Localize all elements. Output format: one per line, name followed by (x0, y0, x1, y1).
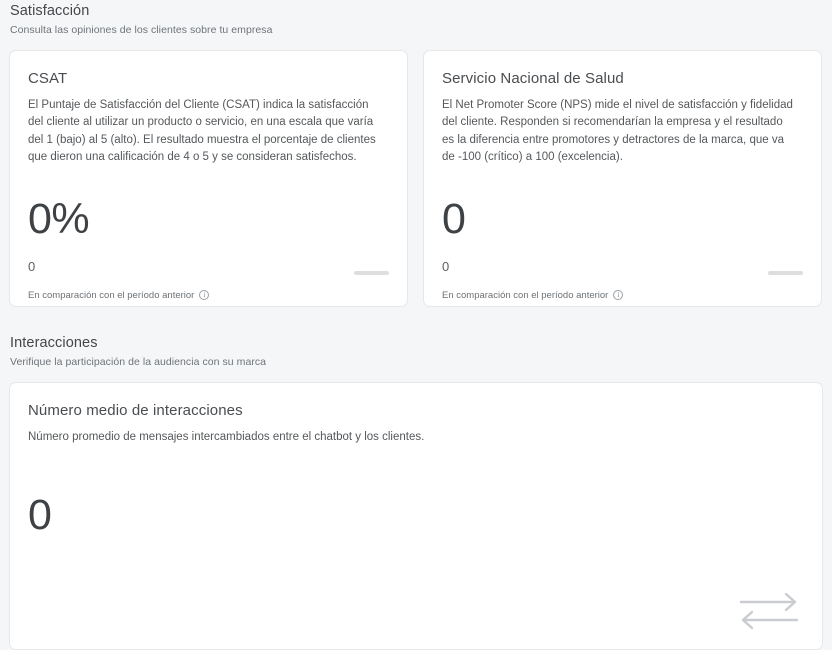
card-nps-metric-wrap (442, 194, 803, 274)
card-nps-compare-row (442, 290, 803, 301)
card-nps (423, 50, 822, 307)
card-nps-sub-metric: 0 (442, 258, 450, 274)
card-csat-metric-wrap (28, 194, 389, 274)
section-interacciones-header (9, 332, 823, 368)
trend-placeholder-icon (768, 271, 803, 275)
info-icon[interactable]: i (199, 290, 209, 300)
section-title-interacciones: Interacciones (10, 335, 98, 351)
section-subtitle-satisfaccion: Consulta las opiniones de los clientes sobre tu empresa (10, 24, 273, 36)
section-subtitle-interacciones: Verifique la participación de la audiencia con su marca (10, 356, 267, 368)
card-nps-compare-label: En comparación con el período anterior (442, 289, 609, 301)
card-average-interactions-title: Número medio de interacciones (28, 402, 243, 419)
card-nps-title: Servicio Nacional de Salud (442, 70, 624, 87)
card-csat-sub-metric: 0 (28, 258, 36, 274)
card-csat-compare-label: En comparación con el período anterior (28, 289, 195, 301)
card-nps-metric: 0 (442, 194, 466, 243)
card-csat-description: El Puntaje de Satisfacción del Cliente (CSAT) indica la satisfacción del cliente al utilizar un producto o servicio, en una escala que varía del 1 (bajo) al 5 (alto). El resultado muestra el porcentaje de clientes que dieron una calificación de 4 o 5 y se consideran satisfechos. (28, 99, 376, 164)
satisfaccion-cards-row (9, 50, 823, 307)
card-csat-metric: 0% (28, 194, 90, 243)
card-csat-title: CSAT (28, 70, 68, 87)
card-csat (9, 50, 408, 307)
card-average-interactions-metric: 0 (28, 491, 52, 540)
card-average-interactions-metric-wrap (28, 491, 804, 540)
card-csat-compare-row (28, 290, 389, 301)
trend-placeholder-icon (354, 271, 389, 275)
card-nps-description: El Net Promoter Score (NPS) mide el nivel de satisfacción y fidelidad del cliente. Responden si recomendarían la empresa y el resultado es la diferencia entre promotores y detractores de la marca, que va de -100 (crítico) a 100 (excelencia). (442, 99, 793, 164)
exchange-arrows-icon (738, 585, 800, 635)
section-satisfaccion-header (9, 0, 823, 36)
info-icon[interactable]: i (613, 290, 623, 300)
section-title-satisfaccion: Satisfacción (10, 3, 90, 19)
card-average-interactions-description: Número promedio de mensajes intercambiados entre el chatbot y los clientes. (28, 431, 425, 443)
card-average-interactions (9, 382, 823, 650)
